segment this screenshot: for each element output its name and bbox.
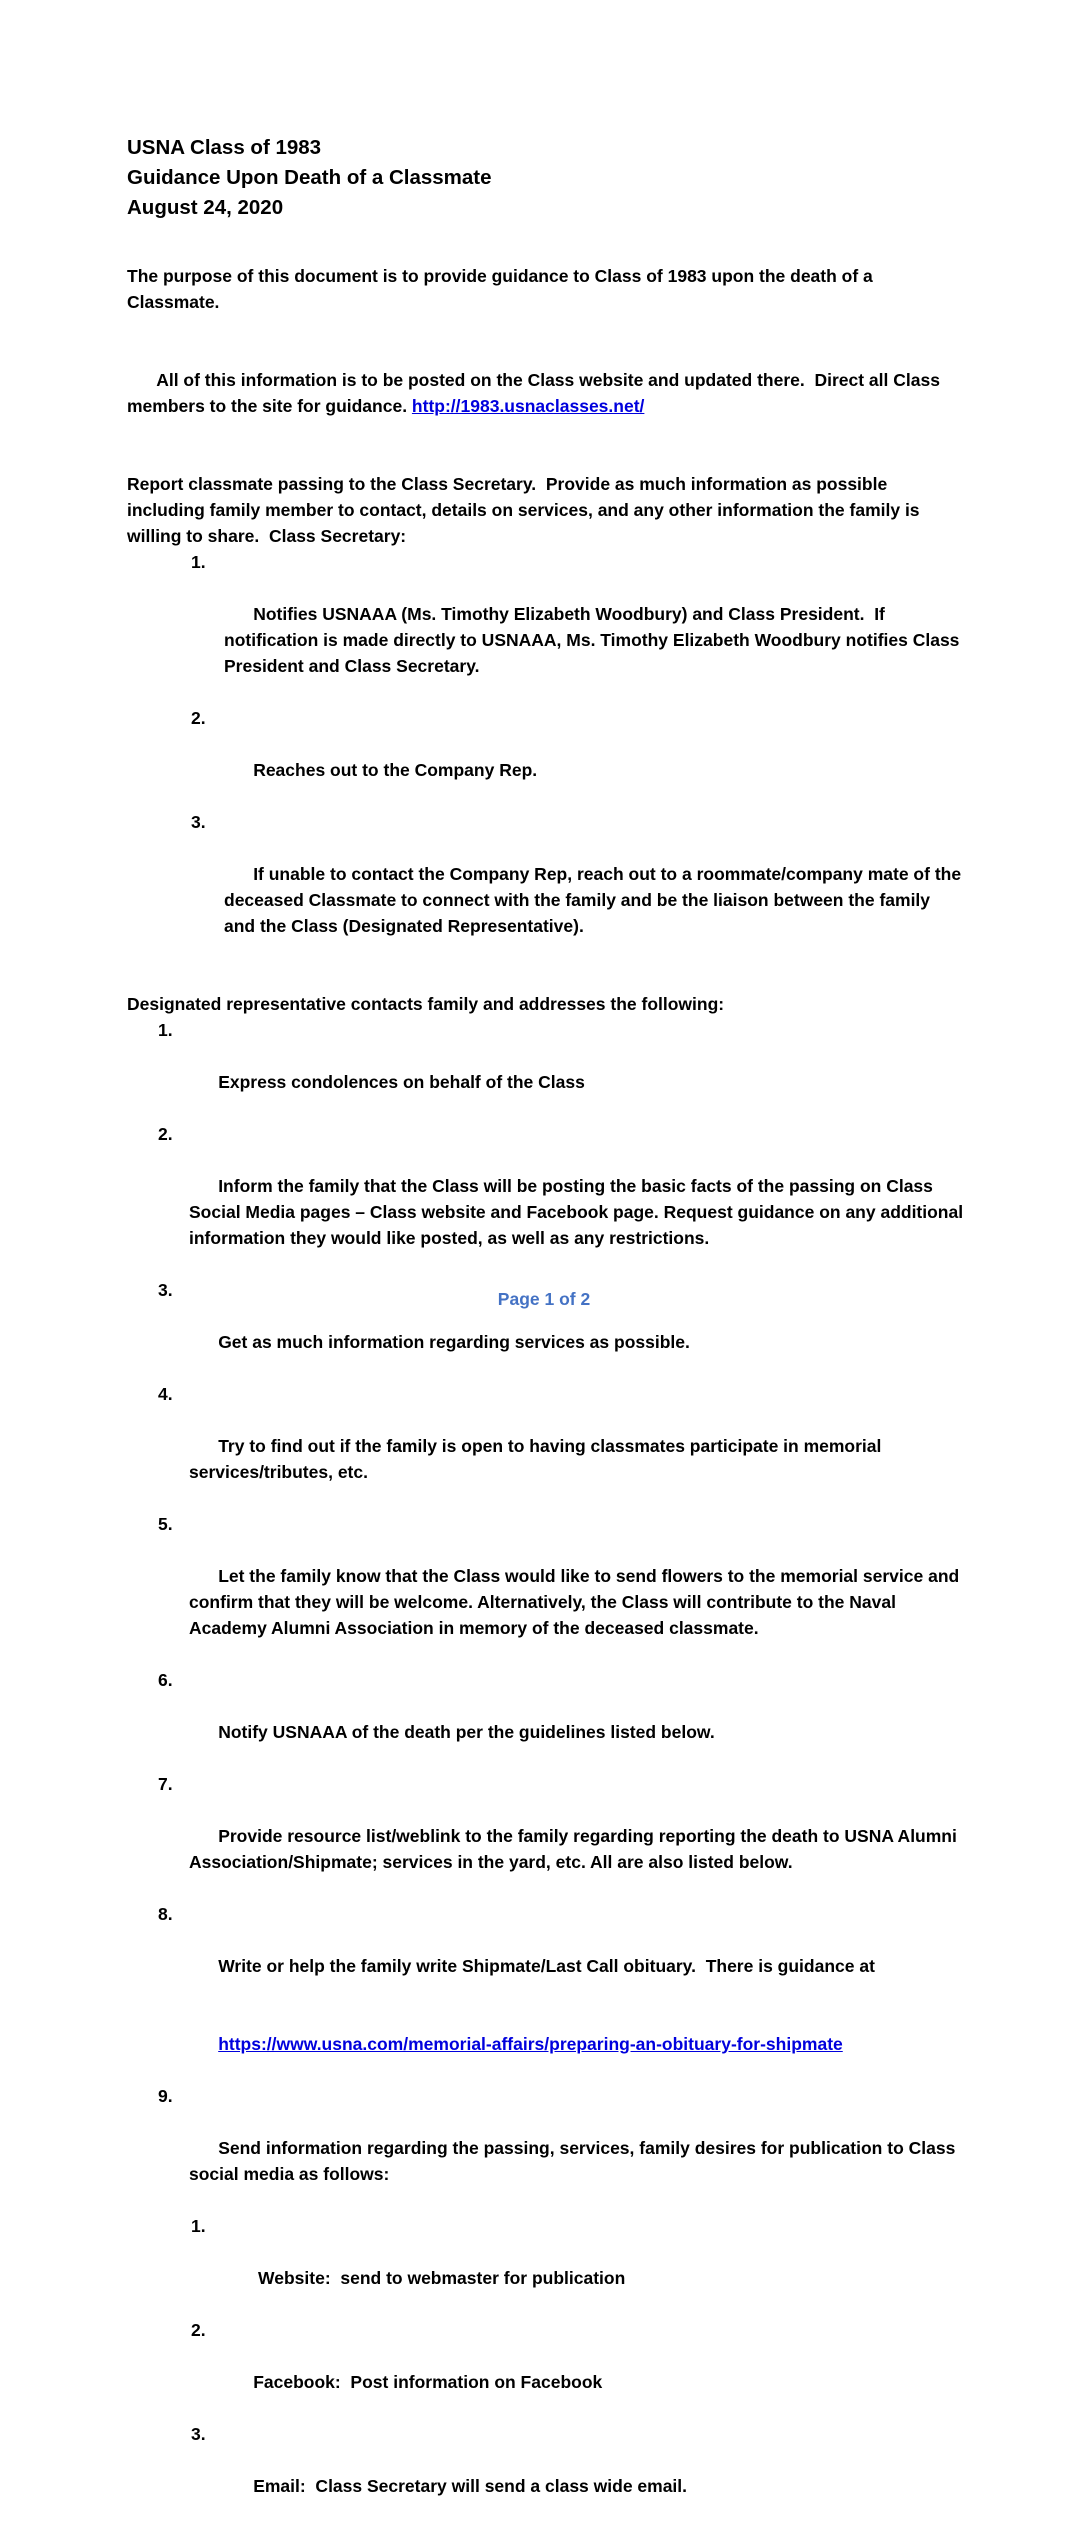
- list-item-number: 3.: [158, 1280, 173, 1300]
- list-item-number: 2.: [191, 708, 206, 728]
- document-title-block: [127, 133, 965, 223]
- list-item-text: Try to find out if the family is open to having classmates participate in memorial services/tributes, etc.: [189, 1436, 887, 1482]
- paragraph-report-passing: Report classmate passing to the Class Secretary. Provide as much information as possible including family member to contact, details on services, and any other information the family is willing to share. Class Secretary:: [127, 474, 925, 546]
- list-item-number: 2.: [158, 1124, 173, 1144]
- list-item-text: If unable to contact the Company Rep, reach out to a roommate/company mate of the deceased Classmate to connect with the family and be the liaison between the family and the Class (Designated Representative).: [224, 864, 966, 936]
- list-item-number: 3.: [191, 812, 206, 832]
- list-item-number: 9.: [158, 2086, 173, 2106]
- list-item-inform-family: [127, 1121, 968, 1277]
- paragraph-purpose: The purpose of this document is to provide guidance to Class of 1983 upon the death of a Classmate.: [127, 266, 878, 312]
- list-item-text: Facebook: Post information on Facebook: [253, 2372, 603, 2392]
- list-item-company-rep: [127, 705, 965, 809]
- list-item-number: 7.: [158, 1774, 173, 1794]
- class-website-link[interactable]: http://1983.usnaclasses.net/: [411, 396, 645, 416]
- list-item-number: 4.: [158, 1384, 173, 1404]
- list-item-text: Let the family know that the Class would like to send flowers to the memorial service and confirm that they will be welcome. Alternatively, the Class will contribute to the Naval Academy Alumni Association in memory of the deceased classmate.: [189, 1566, 965, 1638]
- paragraph-website: [127, 341, 965, 445]
- list-item-number: 2.: [191, 2320, 206, 2340]
- list-item-memorial-participation: [127, 1381, 965, 1511]
- title-line-class: USNA Class of 1983: [127, 136, 322, 159]
- title-line-subject: Guidance Upon Death of a Classmate: [127, 166, 492, 189]
- sublist-item-email: [127, 2421, 965, 2525]
- obituary-guidance-link[interactable]: https://www.usna.com/memorial-affairs/preparing-an-obituary-for-shipmate: [218, 2034, 843, 2054]
- document-content: [127, 133, 968, 2525]
- list-item-text: Reaches out to the Company Rep.: [253, 760, 538, 780]
- list-item-text: Write or help the family write Shipmate/Last Call obituary. There is guidance at: [218, 1956, 875, 1976]
- list-item-text: Get as much information regarding services as possible.: [218, 1332, 690, 1352]
- list-item-resource-list: [127, 1771, 965, 1901]
- list-item-number: 1.: [191, 2216, 206, 2236]
- list-item-number: 1.: [191, 552, 206, 572]
- list-item-condolences: [127, 1017, 965, 1121]
- list-item-text: Provide resource list/weblink to the family regarding reporting the death to USNA Alumni Association/Shipmate; services in the yard, etc. All are also listed below.: [189, 1826, 962, 1872]
- list-item-text: Notify USNAAA of the death per the guidelines listed below.: [218, 1722, 715, 1742]
- list-item-number: 8.: [158, 1904, 173, 1924]
- list-item-flowers: [127, 1511, 965, 1667]
- list-item-text: Email: Class Secretary will send a class wide email.: [253, 2476, 688, 2496]
- paragraph-website-text: All of this information is to be posted on the Class website and updated there. Direct all Class members to the site for guidance.: [127, 370, 945, 416]
- list-item-text: Website: send to webmaster for publication: [253, 2268, 626, 2288]
- sublist-item-website: [127, 2213, 965, 2317]
- list-item-text: Inform the family that the Class will be posting the basic facts of the passing on Class Social Media pages – Class website and Facebook page. Request guidance on any additional information they would like posted, as well as any restrictions.: [189, 1176, 968, 1248]
- list-item-notify-usnaaa: [127, 1667, 965, 1771]
- list-item-number: 1.: [158, 1020, 173, 1040]
- list-item-number: 3.: [191, 2424, 206, 2444]
- list-item-social-media: [127, 2083, 965, 2213]
- list-item-notifies-usnaaa: [127, 549, 965, 705]
- title-line-date: August 24, 2020: [127, 196, 284, 219]
- page-number: Page 1 of 2: [497, 1289, 591, 1309]
- sublist-item-facebook: [127, 2317, 965, 2421]
- list-item-obituary: [127, 1901, 965, 2083]
- list-item-designated-rep: [127, 809, 965, 965]
- paragraph-designated-rep-heading: Designated representative contacts family and addresses the following:: [127, 994, 725, 1014]
- list-item-number: 6.: [158, 1670, 173, 1690]
- list-item-number: 5.: [158, 1514, 173, 1534]
- list-item-text: Express condolences on behalf of the Class: [218, 1072, 585, 1092]
- list-item-text: Notifies USNAAA (Ms. Timothy Elizabeth Woodbury) and Class President. If notification is made directly to USNAAA, Ms. Timothy Elizabeth Woodbury notifies Class President and Class Secretary.: [224, 604, 965, 676]
- list-item-text: Send information regarding the passing, services, family desires for publication to Class social media as follows:: [189, 2138, 961, 2184]
